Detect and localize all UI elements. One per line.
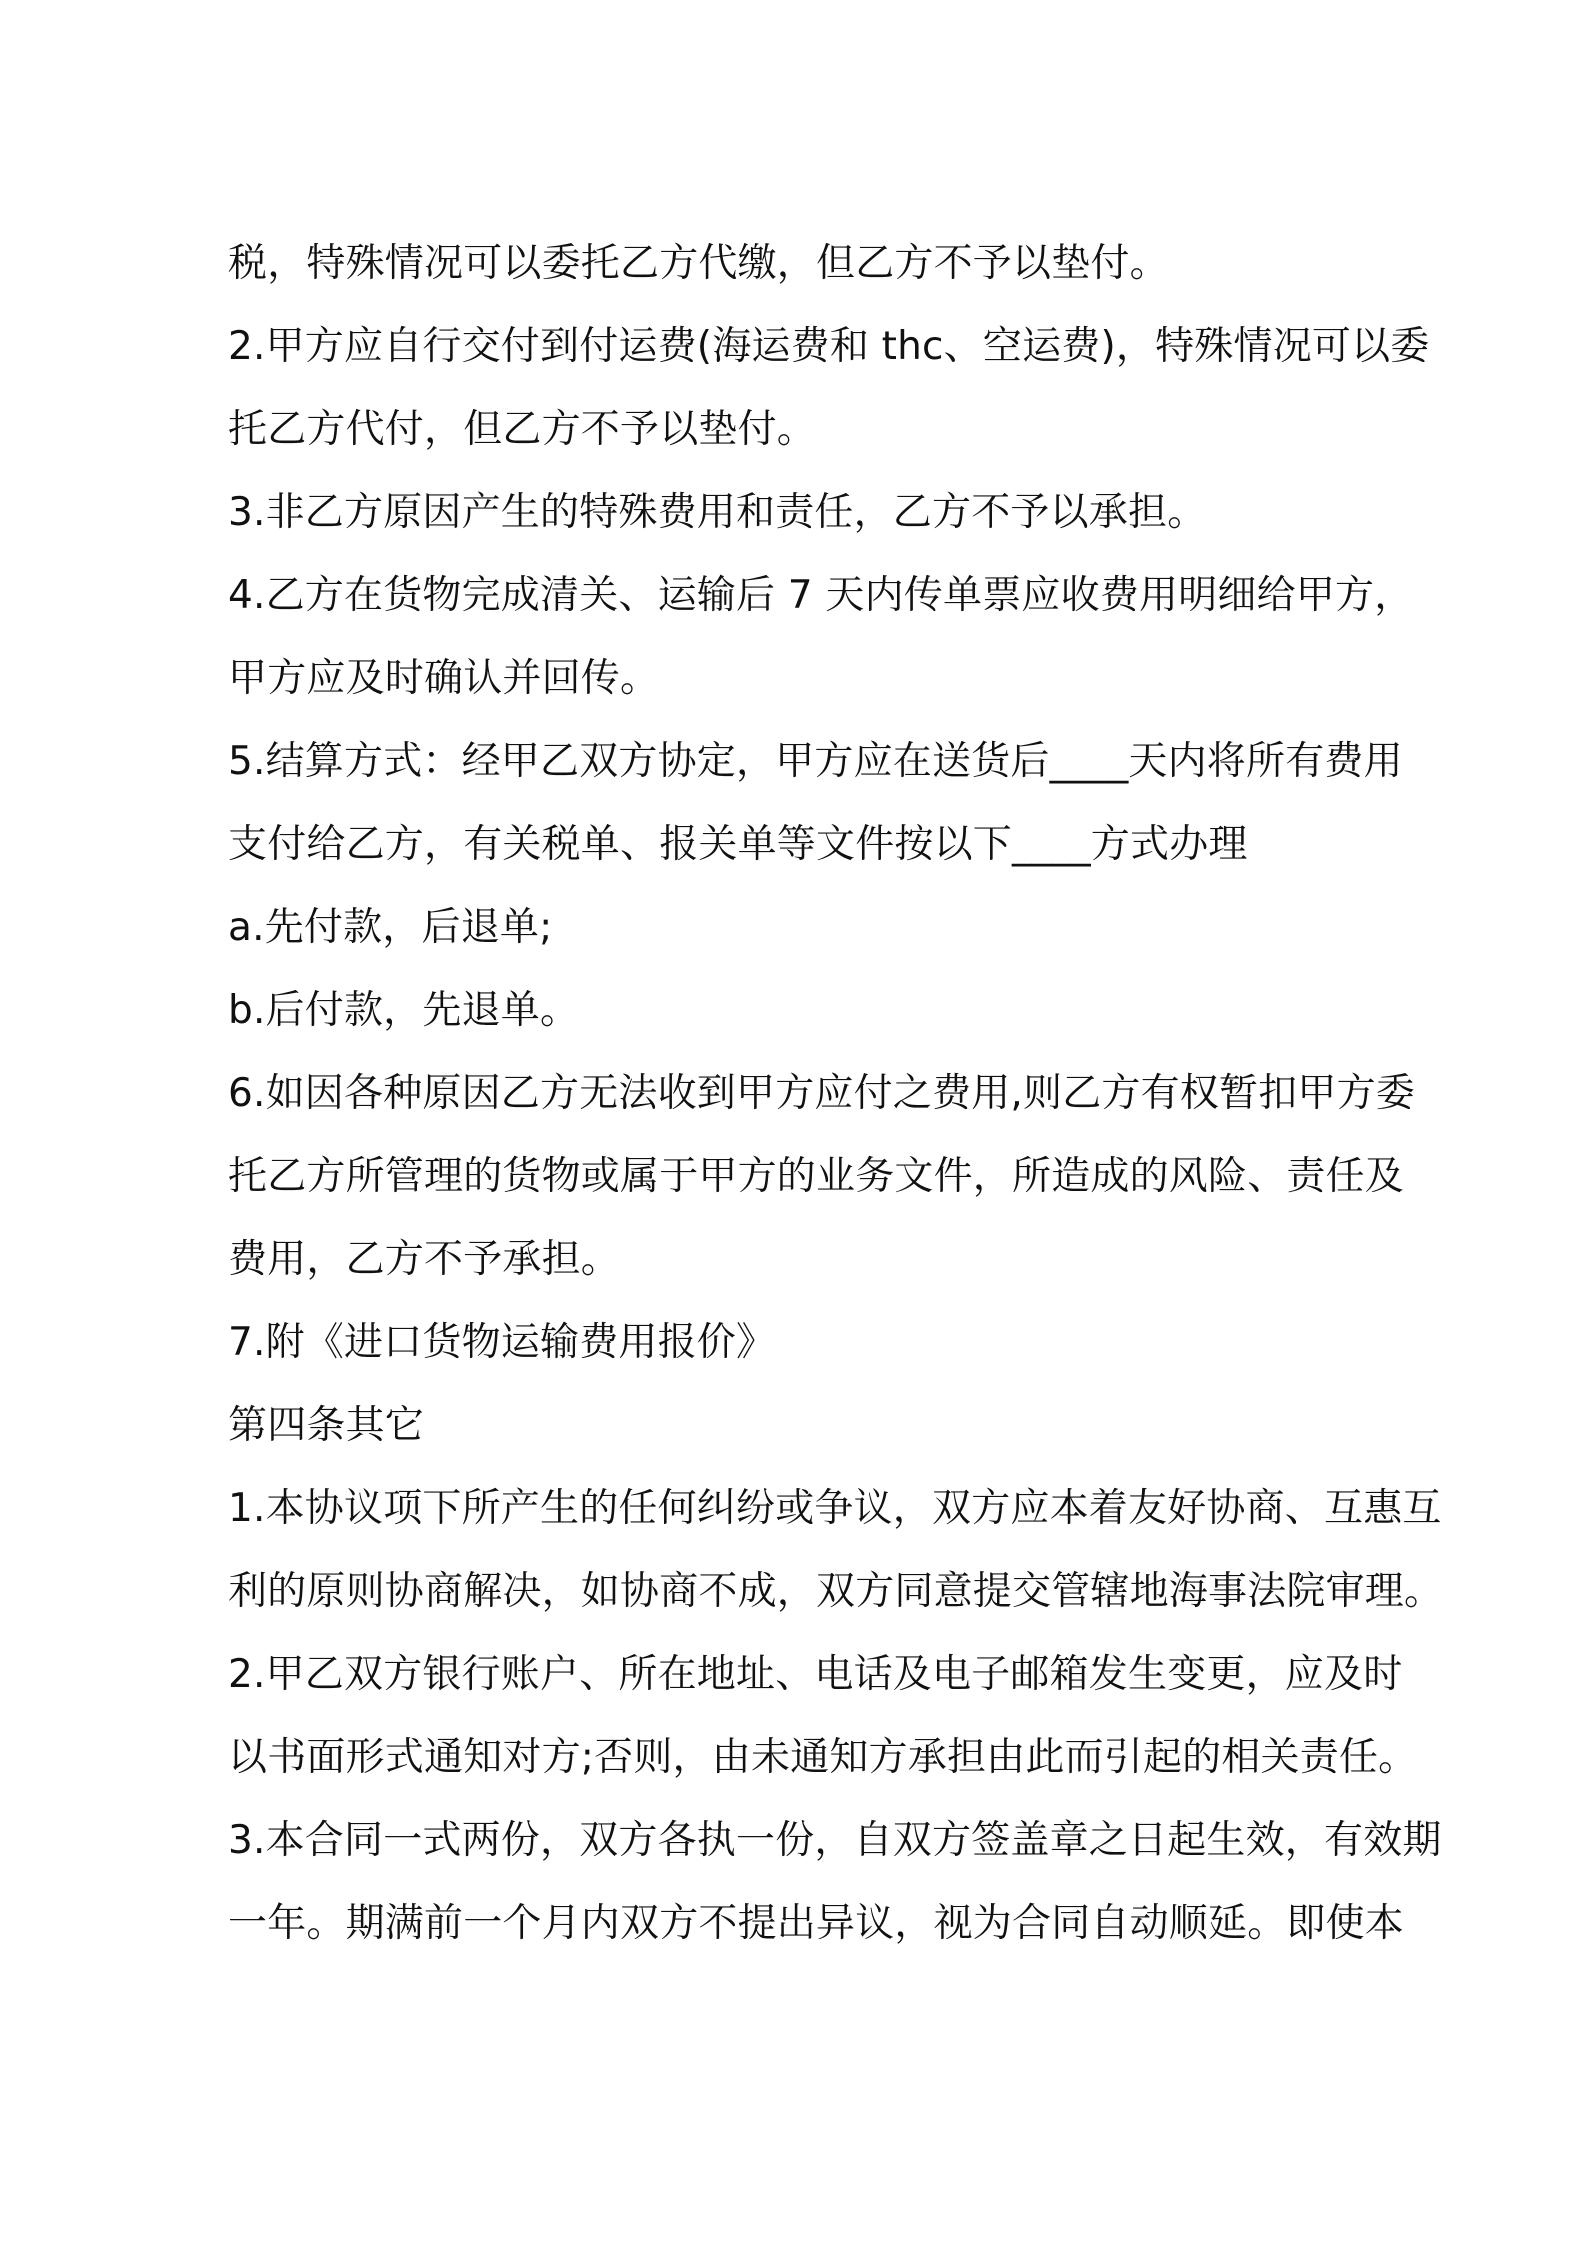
text-line: 托乙方所管理的货物或属于甲方的业务文件，所造成的风险、责任及 (228, 1154, 1405, 1199)
text-line: 以书面形式通知对方;否则，由未通知方承担由此而引起的相关责任。 (228, 1735, 1418, 1780)
text-line: 5.结算方式：经甲乙双方协定，甲方应在送货后____天内将所有费用 (228, 739, 1403, 784)
text-line: 甲方应及时确认并回传。 (228, 656, 660, 701)
text-line: 3.本合同一式两份，双方各执一份，自双方签盖章之日起生效，有效期 (228, 1818, 1442, 1863)
text-line: 1.本协议项下所产生的任何纠纷或争议，双方应本着友好协商、互惠互 (228, 1486, 1442, 1531)
text-line: a.先付款，后退单; (228, 905, 553, 950)
section-heading: 第四条其它 (228, 1403, 425, 1448)
text-line: 2.甲方应自行交付到付运费(海运费和 thc、空运费)，特殊情况可以委 (228, 324, 1430, 369)
text-line: 2.甲乙双方银行账户、所在地址、电话及电子邮箱发生变更，应及时 (228, 1652, 1403, 1697)
text-line: 6.如因各种原因乙方无法收到甲方应付之费用,则乙方有权暂扣甲方委 (228, 1071, 1416, 1116)
text-line: 托乙方代付，但乙方不予以垫付。 (228, 407, 817, 452)
text-line: b.后付款，先退单。 (228, 988, 580, 1033)
document-body (228, 222, 1444, 1965)
text-line: 7.附《进口货物运输费用报价》 (228, 1320, 776, 1365)
text-line: 一年。期满前一个月内双方不提出异议，视为合同自动顺延。即使本 (228, 1901, 1405, 1946)
text-line: 4.乙方在货物完成清关、运输后 7 天内传单票应收费用明细给甲方， (228, 573, 1414, 618)
text-line: 税，特殊情况可以委托乙方代缴，但乙方不予以垫付。 (228, 241, 1169, 286)
text-line: 支付给乙方，有关税单、报关单等文件按以下____方式办理 (228, 822, 1248, 867)
text-line: 费用，乙方不予承担。 (228, 1237, 621, 1282)
text-line: 3.非乙方原因产生的特殊费用和责任，乙方不予以承担。 (228, 490, 1207, 535)
text-line: 利的原则协商解决，如协商不成，双方同意提交管辖地海事法院审理。 (228, 1569, 1444, 1614)
